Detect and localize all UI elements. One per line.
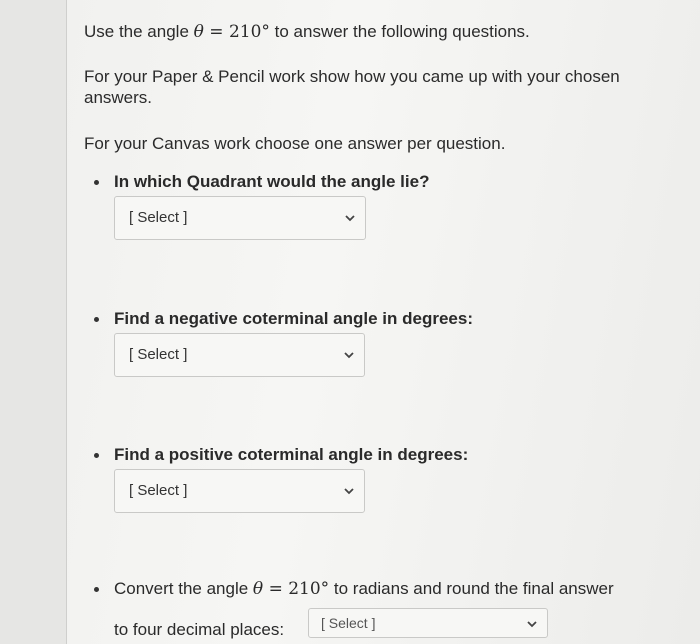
theta-symbol: θ (252, 579, 264, 599)
bullet-dot (94, 317, 99, 322)
chevron-down-icon (345, 214, 355, 222)
instruction-line-4: For your Canvas work choose one answer per question. (84, 134, 506, 153)
question-4-select[interactable] (308, 608, 548, 638)
question-2-text: Find a negative coterminal angle in degrees: (114, 309, 473, 328)
chevron-down-icon (344, 487, 354, 495)
instruction-line-1: Use the angle θ = 210° to answer the following questions. (84, 22, 530, 42)
select-label: [ Select ] (129, 209, 188, 226)
chevron-down-icon (344, 351, 354, 359)
question-3-select[interactable] (114, 469, 365, 513)
bullet-dot (94, 453, 99, 458)
question-1-select[interactable] (114, 196, 366, 240)
instruction-line-2: For your Paper & Pencil work show how you came up with your chosen (84, 67, 620, 86)
question-4-text: Convert the angle θ = 210° to radians and round the final answer (114, 579, 614, 599)
angle-value: 210° (228, 22, 270, 42)
bullet-dot (94, 180, 99, 185)
chevron-down-icon (527, 620, 537, 628)
instruction-line-3: answers. (84, 88, 153, 107)
question-3-text: Find a positive coterminal angle in degrees: (114, 445, 469, 464)
theta-symbol: θ (193, 22, 204, 42)
question-2-select[interactable] (114, 333, 365, 377)
select-label: [ Select ] (321, 615, 376, 631)
select-label: [ Select ] (129, 482, 188, 499)
select-label: [ Select ] (129, 346, 188, 363)
angle-value: 210° (288, 579, 330, 599)
bullet-dot (94, 587, 99, 592)
question-1-text: In which Quadrant would the angle lie? (114, 172, 430, 191)
question-4-text-line-2: to four decimal places: (114, 620, 285, 639)
